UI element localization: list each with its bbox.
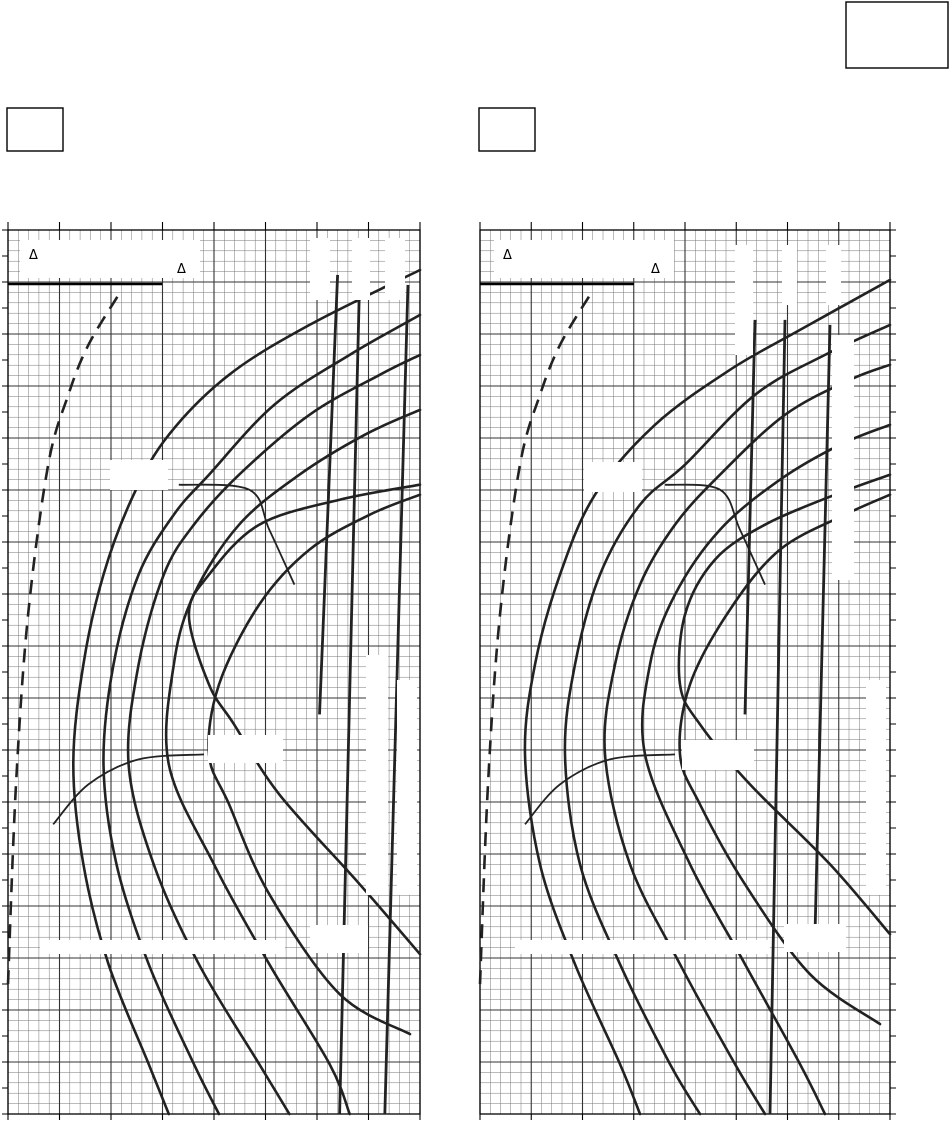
- right-side-label-2: [866, 680, 886, 895]
- left-side-label-2: [397, 680, 417, 895]
- left-panel-label-box: [7, 108, 63, 151]
- right-legend-box: [494, 240, 674, 278]
- right-curve-label-lower: [784, 924, 846, 952]
- left-boundary-curve-2: [179, 485, 295, 585]
- right-legend: [480, 240, 674, 284]
- left-curve-label-lower: [310, 925, 368, 953]
- left-legend-box: [20, 240, 200, 278]
- left-vertical-label-3: [385, 238, 405, 300]
- right-dashed-curve: [480, 295, 590, 984]
- right-bottom-strip: [515, 940, 770, 954]
- right-vertical-label-2: [782, 245, 797, 305]
- left-vertical-line-2: [340, 275, 360, 1114]
- left-dashed-curve: [8, 295, 119, 984]
- right-legend-symbol-2: Δ: [651, 262, 660, 277]
- right-legend-symbol-1: Δ: [503, 248, 512, 263]
- right-vertical-line-3: [815, 325, 830, 934]
- right-boundary-curve-1: [525, 754, 675, 824]
- right-vertical-label-1: [735, 245, 753, 355]
- left-legend-symbol-1: Δ: [29, 248, 38, 263]
- right-series-curve-6: [679, 475, 890, 935]
- right-panel-label-box: [479, 108, 535, 151]
- right-side-label-1: [832, 335, 854, 580]
- left-vertical-line-1: [320, 275, 338, 715]
- left-bottom-strip: [40, 940, 285, 954]
- right-curve-label-middle: [682, 740, 754, 770]
- left-vertical-label-2: [352, 238, 370, 300]
- right-vertical-label-3: [826, 245, 841, 305]
- left-side-label-1: [366, 655, 388, 895]
- left-vertical-label-1: [310, 238, 330, 300]
- left-curve-label-upper: [110, 460, 168, 490]
- left-chart: [2, 222, 420, 1120]
- figure-number-box: [846, 2, 948, 68]
- left-legend-symbol-2: Δ: [177, 262, 186, 277]
- left-legend: [8, 240, 200, 284]
- right-curve-label-upper: [584, 462, 642, 492]
- left-curve-label-middle: [208, 735, 283, 763]
